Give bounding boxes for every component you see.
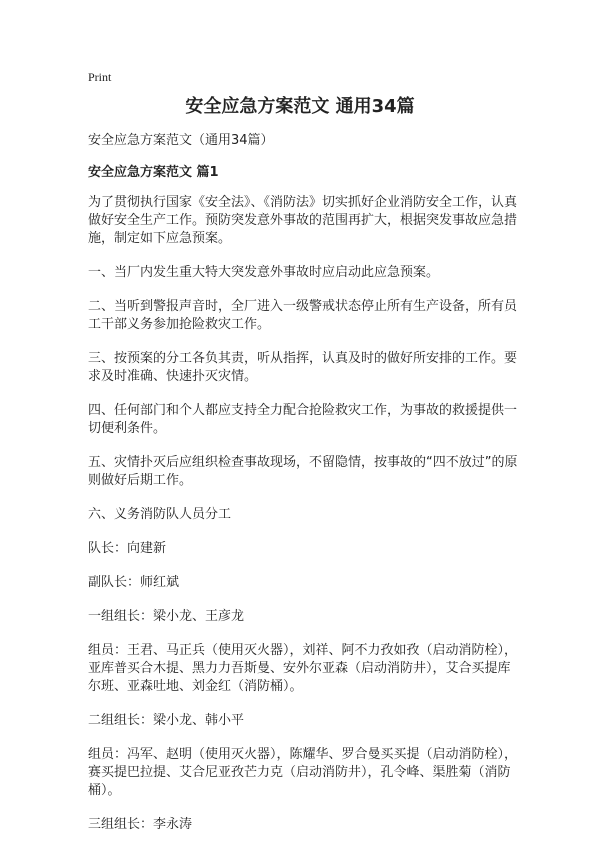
paragraph-group3-leader: 三组组长：李永涛 bbox=[88, 817, 193, 832]
paragraph-item-2: 二、当听到警报声音时，全厂进入一级警戒状态停止所有生产设备，所有员工干部义务参加抢险救灾工作。 bbox=[88, 299, 518, 332]
paragraph-intro: 为了贯彻执行国家《安全法》、《消防法》切实抓好企业消防安全工作，认真做好安全生产工作。预防突发意外事故的范围再扩大，根据突发事故应急措施，制定如下应急预案。 bbox=[88, 195, 518, 246]
document-body bbox=[88, 132, 518, 850]
paragraph-item-1: 一、当厂内发生重大特大突发意外事故时应启动此应急预案。 bbox=[88, 265, 440, 280]
print-link[interactable]: Print bbox=[88, 70, 112, 84]
paragraph-group2-leaders: 二组组长：梁小龙、韩小平 bbox=[88, 713, 245, 728]
paragraph-item-5: 五、灾情扑灭后应组织检查事故现场，不留隐情，按事故的“四不放过”的原则做好后期工作。 bbox=[88, 455, 518, 488]
paragraph-item-6: 六、义务消防队人员分工 bbox=[88, 507, 232, 522]
paragraph-item-4: 四、任何部门和个人都应支持全力配合抢险救灾工作，为事故的救援提供一切便利条件。 bbox=[88, 403, 518, 436]
section-heading: 安全应急方案范文 篇1 bbox=[88, 165, 219, 180]
paragraph-group1-leaders: 一组组长：梁小龙、王彦龙 bbox=[88, 609, 245, 624]
paragraph-vice-captain: 副队长：师红斌 bbox=[88, 575, 180, 590]
paragraph-group2-members: 组员：冯军、赵明（使用灭火器），陈耀华、罗合曼买买提（启动消防栓），赛买提巴拉提、艾合尼亚孜芒力克（启动消防井），孔令峰、渠胜菊（消防桶）。 bbox=[88, 747, 518, 798]
paragraph-item-3: 三、按预案的分工各负其责，听从指挥，认真及时的做好所安排的工作。要求及时准确、快速扑灭灾情。 bbox=[88, 351, 518, 384]
paragraph-captain: 队长：向建新 bbox=[88, 541, 167, 556]
paragraph-group1-members: 组员：王君、马正兵（使用灭火器），刘祥、阿不力孜如孜（启动消防栓），亚库普买合木提、黑力力吾斯曼、安外尔亚森（启动消防井），艾合买提库尔班、亚森吐地、刘金红（消防桶）。 bbox=[88, 643, 518, 694]
document-title: 安全应急方案范文 通用34篇 bbox=[185, 96, 415, 117]
document-subtitle: 安全应急方案范文（通用34篇） bbox=[88, 133, 274, 148]
